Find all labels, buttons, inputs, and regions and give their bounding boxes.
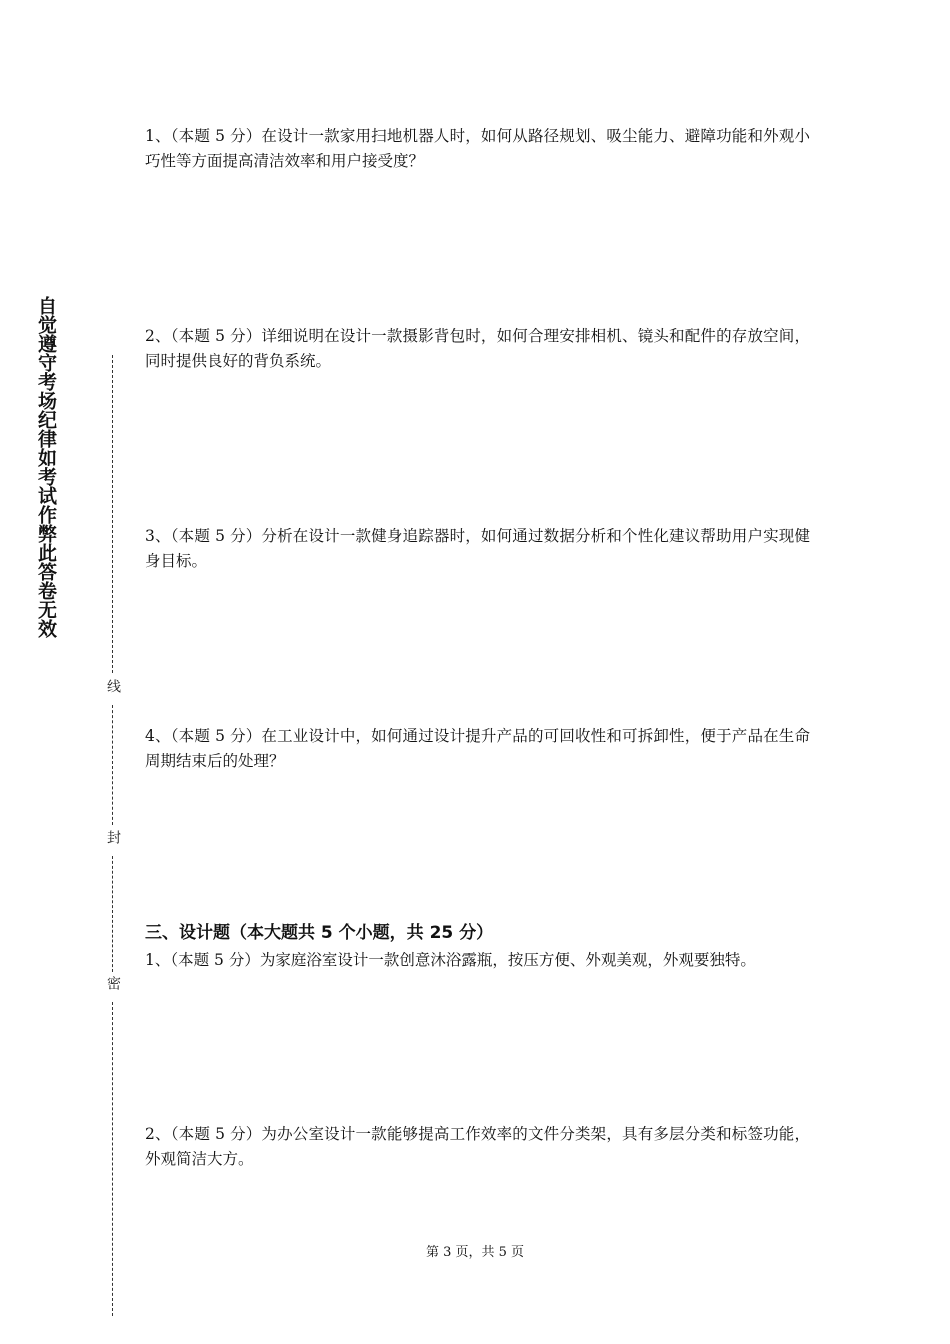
question-text: 1、（本题 5 分）为家庭浴室设计一款创意沐浴露瓶，按压方便、外观美观，外观要独特。: [145, 951, 756, 969]
binding-label-secret: 密: [105, 976, 121, 990]
question-text: 2、（本题 5 分）为办公室设计一款能够提高工作效率的文件分类架，具有多层分类和标签功能，外观简洁大方。: [145, 1125, 810, 1168]
exam-discipline-notice: 自觉遵守考场纪律如考试作弊此答卷无效: [35, 296, 57, 638]
question-text: 4、（本题 5 分）在工业设计中，如何通过设计提升产品的可回收性和可拆卸性，便于产品在生命周期结束后的处理？: [145, 727, 810, 770]
question-text: 1、（本题 5 分）在设计一款家用扫地机器人时，如何从路径规划、吸尘能力、避障功能和外观小巧性等方面提高清洁效率和用户接受度？: [145, 127, 810, 170]
binding-dashed-line: [112, 705, 113, 825]
binding-dashed-line: [112, 355, 113, 673]
binding-label-seal: 封: [105, 830, 121, 844]
page-number: 第 3 页，共 5 页: [425, 1245, 525, 1260]
binding-dashed-line: [112, 1002, 113, 1316]
section-title: 三、设计题（本大题共 5 个小题，共 25 分）: [145, 923, 494, 943]
question-text: 3、（本题 5 分）分析在设计一款健身追踪器时，如何通过数据分析和个性化建议帮助用户实现健身目标。: [145, 527, 810, 570]
binding-dashed-line: [112, 856, 113, 972]
question-text: 2、（本题 5 分）详细说明在设计一款摄影背包时，如何合理安排相机、镜头和配件的存放空间，同时提供良好的背负系统。: [145, 327, 810, 370]
binding-label-line: 线: [105, 679, 121, 693]
